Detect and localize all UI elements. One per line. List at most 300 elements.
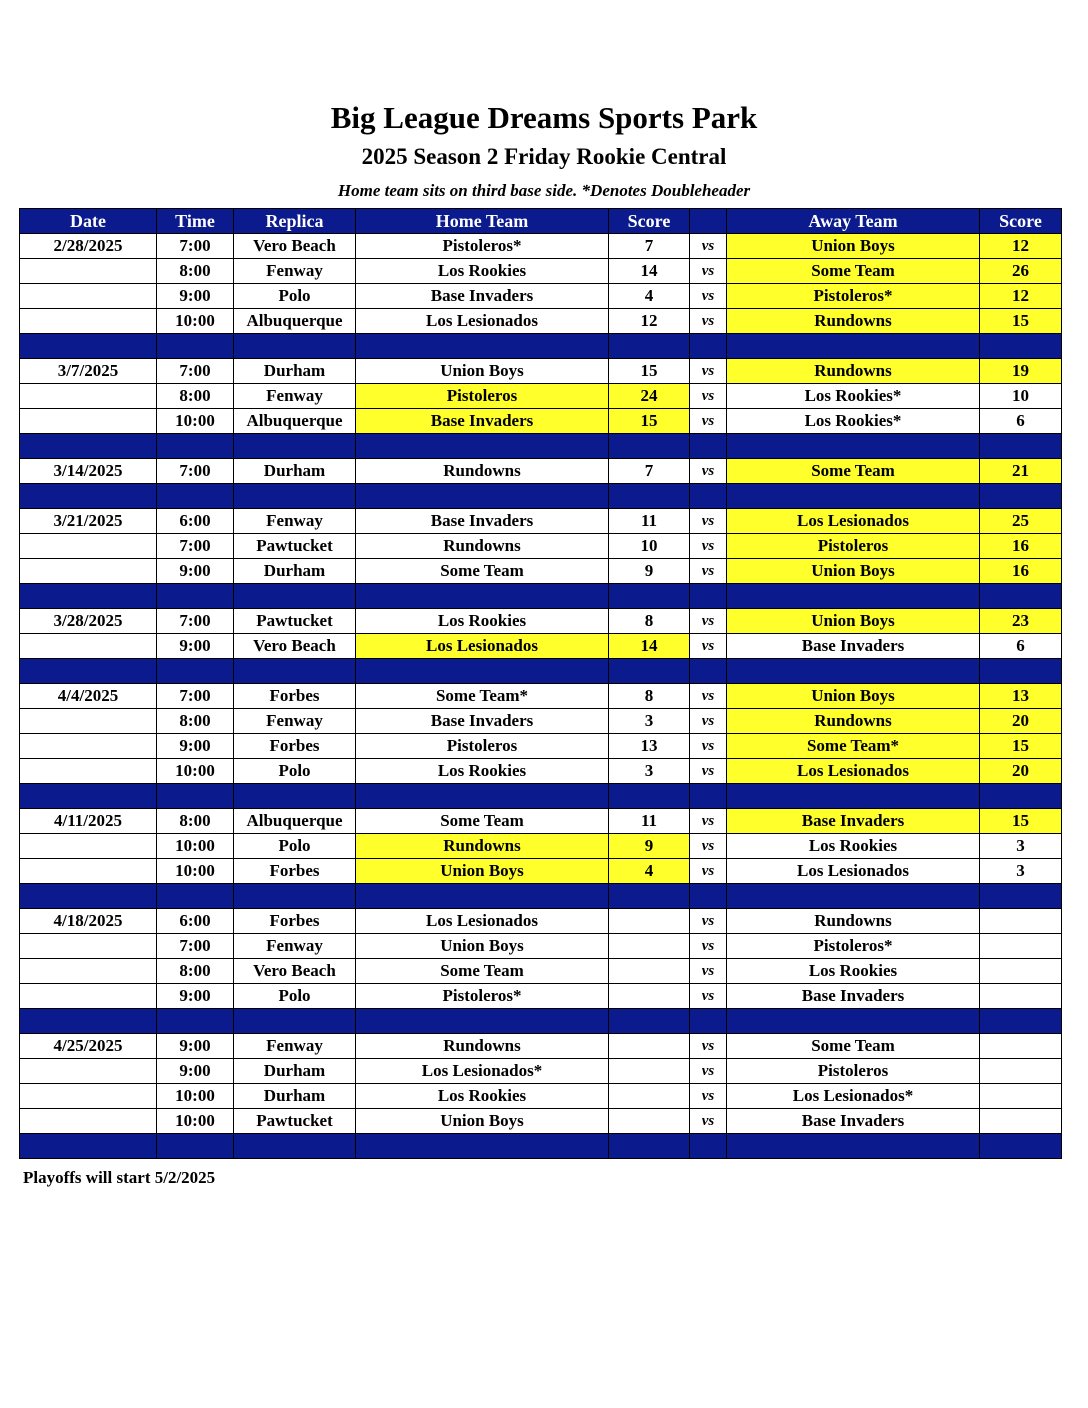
separator-cell bbox=[356, 659, 609, 684]
vs-cell: vs bbox=[690, 1034, 727, 1059]
home-score-cell: 7 bbox=[609, 234, 690, 259]
separator-cell bbox=[609, 434, 690, 459]
separator-cell bbox=[690, 1009, 727, 1034]
separator-cell bbox=[690, 884, 727, 909]
vs-cell: vs bbox=[690, 859, 727, 884]
separator-cell bbox=[690, 1134, 727, 1159]
table-row bbox=[20, 1034, 1062, 1059]
separator-cell bbox=[356, 784, 609, 809]
separator-cell bbox=[727, 484, 980, 509]
separator-cell bbox=[20, 434, 157, 459]
home-score-cell bbox=[609, 959, 690, 984]
separator-cell bbox=[234, 434, 356, 459]
vs-cell: vs bbox=[690, 234, 727, 259]
replica-cell: Pawtucket bbox=[234, 1109, 356, 1134]
date-cell bbox=[20, 259, 157, 284]
header-away-score: Score bbox=[980, 209, 1062, 234]
time-cell: 10:00 bbox=[157, 1084, 234, 1109]
away-team-cell: Rundowns bbox=[727, 359, 980, 384]
away-score-cell bbox=[980, 1059, 1062, 1084]
home-team-cell: Base Invaders bbox=[356, 709, 609, 734]
page-subtitle: 2025 Season 2 Friday Rookie Central bbox=[361, 144, 727, 169]
date-cell bbox=[20, 959, 157, 984]
header-home-score: Score bbox=[609, 209, 690, 234]
table-row bbox=[20, 709, 1062, 734]
replica-cell: Polo bbox=[234, 284, 356, 309]
vs-cell: vs bbox=[690, 809, 727, 834]
home-team-cell: Los Rookies bbox=[356, 1084, 609, 1109]
table-row bbox=[20, 759, 1062, 784]
home-score-cell: 15 bbox=[609, 359, 690, 384]
separator-cell bbox=[356, 1009, 609, 1034]
vs-cell: vs bbox=[690, 284, 727, 309]
home-score-cell: 7 bbox=[609, 459, 690, 484]
replica-cell: Pawtucket bbox=[234, 534, 356, 559]
away-score-cell bbox=[980, 934, 1062, 959]
home-score-cell bbox=[609, 1109, 690, 1134]
away-score-cell: 21 bbox=[980, 459, 1062, 484]
separator-cell bbox=[157, 1009, 234, 1034]
away-team-cell: Union Boys bbox=[727, 609, 980, 634]
vs-cell: vs bbox=[690, 709, 727, 734]
table-row bbox=[20, 509, 1062, 534]
vs-cell: vs bbox=[690, 1109, 727, 1134]
home-team-cell: Pistoleros bbox=[356, 384, 609, 409]
away-team-cell: Some Team bbox=[727, 259, 980, 284]
home-team-cell: Pistoleros* bbox=[356, 984, 609, 1009]
time-cell: 10:00 bbox=[157, 759, 234, 784]
away-score-cell: 26 bbox=[980, 259, 1062, 284]
home-score-cell: 13 bbox=[609, 734, 690, 759]
separator-cell bbox=[690, 434, 727, 459]
separator-cell bbox=[609, 1009, 690, 1034]
away-score-cell: 20 bbox=[980, 709, 1062, 734]
header-vs bbox=[690, 209, 727, 234]
vs-cell: vs bbox=[690, 984, 727, 1009]
vs-cell: vs bbox=[690, 734, 727, 759]
date-cell: 4/25/2025 bbox=[20, 1034, 157, 1059]
separator-cell bbox=[356, 334, 609, 359]
replica-cell: Fenway bbox=[234, 1034, 356, 1059]
away-team-cell: Some Team bbox=[727, 459, 980, 484]
vs-cell: vs bbox=[690, 959, 727, 984]
away-score-cell bbox=[980, 959, 1062, 984]
replica-cell: Durham bbox=[234, 459, 356, 484]
home-score-cell: 14 bbox=[609, 634, 690, 659]
home-score-cell: 11 bbox=[609, 809, 690, 834]
separator-cell bbox=[234, 784, 356, 809]
separator-cell bbox=[980, 334, 1062, 359]
replica-cell: Vero Beach bbox=[234, 634, 356, 659]
date-cell: 3/14/2025 bbox=[20, 459, 157, 484]
time-cell: 9:00 bbox=[157, 984, 234, 1009]
separator-cell bbox=[727, 334, 980, 359]
separator-cell bbox=[157, 659, 234, 684]
home-team-cell: Some Team* bbox=[356, 684, 609, 709]
replica-cell: Albuquerque bbox=[234, 809, 356, 834]
away-team-cell: Base Invaders bbox=[727, 634, 980, 659]
away-score-cell: 15 bbox=[980, 809, 1062, 834]
away-score-cell: 10 bbox=[980, 384, 1062, 409]
time-cell: 7:00 bbox=[157, 934, 234, 959]
header-time: Time bbox=[157, 209, 234, 234]
time-cell: 9:00 bbox=[157, 1059, 234, 1084]
schedule-note: Home team sits on third base side. *Denotes Doubleheader bbox=[337, 181, 751, 200]
page-title: Big League Dreams Sports Park bbox=[330, 100, 758, 135]
home-team-cell: Los Rookies bbox=[356, 259, 609, 284]
replica-cell: Forbes bbox=[234, 684, 356, 709]
home-score-cell bbox=[609, 984, 690, 1009]
header-home-team: Home Team bbox=[356, 209, 609, 234]
home-score-cell: 3 bbox=[609, 759, 690, 784]
home-score-cell: 12 bbox=[609, 309, 690, 334]
separator-cell bbox=[356, 1134, 609, 1159]
date-cell: 3/21/2025 bbox=[20, 509, 157, 534]
header-replica: Replica bbox=[234, 209, 356, 234]
replica-cell: Durham bbox=[234, 359, 356, 384]
away-score-cell bbox=[980, 1084, 1062, 1109]
time-cell: 10:00 bbox=[157, 859, 234, 884]
replica-cell: Forbes bbox=[234, 734, 356, 759]
table-row bbox=[20, 634, 1062, 659]
table-row bbox=[20, 684, 1062, 709]
replica-cell: Polo bbox=[234, 984, 356, 1009]
home-team-cell: Los Rookies bbox=[356, 609, 609, 634]
time-cell: 7:00 bbox=[157, 534, 234, 559]
away-team-cell: Base Invaders bbox=[727, 984, 980, 1009]
separator-cell bbox=[234, 659, 356, 684]
separator-cell bbox=[727, 1134, 980, 1159]
table-row bbox=[20, 534, 1062, 559]
date-cell bbox=[20, 559, 157, 584]
away-team-cell: Base Invaders bbox=[727, 809, 980, 834]
time-cell: 7:00 bbox=[157, 234, 234, 259]
separator-cell bbox=[234, 1009, 356, 1034]
time-cell: 9:00 bbox=[157, 1034, 234, 1059]
separator-cell bbox=[609, 1134, 690, 1159]
date-cell: 4/11/2025 bbox=[20, 809, 157, 834]
separator-cell bbox=[980, 584, 1062, 609]
separator-cell bbox=[690, 584, 727, 609]
table-row bbox=[20, 309, 1062, 334]
separator-row bbox=[20, 1009, 1062, 1034]
away-score-cell: 12 bbox=[980, 234, 1062, 259]
away-team-cell: Rundowns bbox=[727, 709, 980, 734]
separator-cell bbox=[980, 484, 1062, 509]
away-score-cell: 13 bbox=[980, 684, 1062, 709]
separator-row bbox=[20, 584, 1062, 609]
away-team-cell: Rundowns bbox=[727, 309, 980, 334]
separator-cell bbox=[727, 884, 980, 909]
separator-cell bbox=[157, 584, 234, 609]
home-score-cell: 8 bbox=[609, 684, 690, 709]
away-team-cell: Los Rookies* bbox=[727, 409, 980, 434]
home-team-cell: Rundowns bbox=[356, 459, 609, 484]
date-cell bbox=[20, 984, 157, 1009]
away-score-cell: 20 bbox=[980, 759, 1062, 784]
vs-cell: vs bbox=[690, 609, 727, 634]
separator-cell bbox=[157, 484, 234, 509]
away-team-cell: Los Lesionados* bbox=[727, 1084, 980, 1109]
away-team-cell: Union Boys bbox=[727, 684, 980, 709]
away-score-cell: 3 bbox=[980, 859, 1062, 884]
separator-cell bbox=[234, 584, 356, 609]
home-team-cell: Union Boys bbox=[356, 934, 609, 959]
home-team-cell: Union Boys bbox=[356, 859, 609, 884]
replica-cell: Vero Beach bbox=[234, 234, 356, 259]
replica-cell: Fenway bbox=[234, 709, 356, 734]
vs-cell: vs bbox=[690, 909, 727, 934]
separator-cell bbox=[20, 584, 157, 609]
vs-cell: vs bbox=[690, 934, 727, 959]
separator-cell bbox=[609, 884, 690, 909]
separator-cell bbox=[690, 659, 727, 684]
date-cell bbox=[20, 934, 157, 959]
separator-cell bbox=[157, 884, 234, 909]
away-team-cell: Pistoleros* bbox=[727, 284, 980, 309]
separator-row bbox=[20, 784, 1062, 809]
home-score-cell bbox=[609, 1059, 690, 1084]
time-cell: 9:00 bbox=[157, 634, 234, 659]
table-row bbox=[20, 834, 1062, 859]
away-score-cell bbox=[980, 1034, 1062, 1059]
table-header-row bbox=[20, 209, 1062, 234]
separator-cell bbox=[727, 1009, 980, 1034]
vs-cell: vs bbox=[690, 834, 727, 859]
away-team-cell: Pistoleros bbox=[727, 1059, 980, 1084]
home-team-cell: Union Boys bbox=[356, 1109, 609, 1134]
replica-cell: Fenway bbox=[234, 259, 356, 284]
table-row bbox=[20, 1059, 1062, 1084]
replica-cell: Fenway bbox=[234, 934, 356, 959]
separator-cell bbox=[234, 1134, 356, 1159]
replica-cell: Albuquerque bbox=[234, 409, 356, 434]
away-team-cell: Los Rookies* bbox=[727, 384, 980, 409]
separator-cell bbox=[234, 884, 356, 909]
date-cell bbox=[20, 384, 157, 409]
replica-cell: Vero Beach bbox=[234, 959, 356, 984]
home-score-cell: 14 bbox=[609, 259, 690, 284]
time-cell: 10:00 bbox=[157, 409, 234, 434]
separator-cell bbox=[20, 484, 157, 509]
table-row bbox=[20, 359, 1062, 384]
table-row bbox=[20, 984, 1062, 1009]
home-score-cell: 24 bbox=[609, 384, 690, 409]
home-score-cell bbox=[609, 1034, 690, 1059]
separator-cell bbox=[234, 334, 356, 359]
separator-cell bbox=[20, 1134, 157, 1159]
time-cell: 8:00 bbox=[157, 384, 234, 409]
vs-cell: vs bbox=[690, 384, 727, 409]
vs-cell: vs bbox=[690, 1059, 727, 1084]
table-row bbox=[20, 259, 1062, 284]
separator-cell bbox=[980, 784, 1062, 809]
time-cell: 8:00 bbox=[157, 959, 234, 984]
date-cell: 3/7/2025 bbox=[20, 359, 157, 384]
away-team-cell: Los Rookies bbox=[727, 834, 980, 859]
separator-cell bbox=[20, 784, 157, 809]
away-team-cell: Union Boys bbox=[727, 559, 980, 584]
separator-cell bbox=[356, 884, 609, 909]
separator-cell bbox=[234, 484, 356, 509]
vs-cell: vs bbox=[690, 559, 727, 584]
home-team-cell: Los Rookies bbox=[356, 759, 609, 784]
separator-cell bbox=[157, 784, 234, 809]
home-score-cell: 4 bbox=[609, 859, 690, 884]
away-team-cell: Los Lesionados bbox=[727, 759, 980, 784]
home-score-cell: 4 bbox=[609, 284, 690, 309]
table-row bbox=[20, 234, 1062, 259]
table-row bbox=[20, 284, 1062, 309]
separator-cell bbox=[690, 484, 727, 509]
table-row bbox=[20, 459, 1062, 484]
separator-cell bbox=[980, 659, 1062, 684]
time-cell: 6:00 bbox=[157, 909, 234, 934]
home-score-cell: 9 bbox=[609, 834, 690, 859]
separator-cell bbox=[609, 584, 690, 609]
separator-cell bbox=[20, 1009, 157, 1034]
time-cell: 10:00 bbox=[157, 309, 234, 334]
replica-cell: Forbes bbox=[234, 909, 356, 934]
away-team-cell: Pistoleros bbox=[727, 534, 980, 559]
away-score-cell: 16 bbox=[980, 534, 1062, 559]
date-cell bbox=[20, 734, 157, 759]
time-cell: 9:00 bbox=[157, 559, 234, 584]
separator-row bbox=[20, 659, 1062, 684]
date-cell: 4/18/2025 bbox=[20, 909, 157, 934]
replica-cell: Durham bbox=[234, 1084, 356, 1109]
home-score-cell bbox=[609, 1084, 690, 1109]
separator-cell bbox=[157, 1134, 234, 1159]
playoffs-note: Playoffs will start 5/2/2025 bbox=[23, 1168, 216, 1187]
date-cell bbox=[20, 1059, 157, 1084]
separator-cell bbox=[727, 784, 980, 809]
separator-cell bbox=[356, 484, 609, 509]
away-team-cell: Rundowns bbox=[727, 909, 980, 934]
separator-cell bbox=[609, 784, 690, 809]
separator-cell bbox=[980, 434, 1062, 459]
time-cell: 10:00 bbox=[157, 834, 234, 859]
separator-row bbox=[20, 334, 1062, 359]
table-row bbox=[20, 384, 1062, 409]
replica-cell: Polo bbox=[234, 759, 356, 784]
vs-cell: vs bbox=[690, 509, 727, 534]
date-cell bbox=[20, 284, 157, 309]
home-team-cell: Rundowns bbox=[356, 1034, 609, 1059]
home-team-cell: Base Invaders bbox=[356, 284, 609, 309]
away-score-cell: 12 bbox=[980, 284, 1062, 309]
table-row bbox=[20, 934, 1062, 959]
replica-cell: Pawtucket bbox=[234, 609, 356, 634]
away-team-cell: Some Team* bbox=[727, 734, 980, 759]
away-score-cell: 23 bbox=[980, 609, 1062, 634]
away-team-cell: Los Lesionados bbox=[727, 509, 980, 534]
vs-cell: vs bbox=[690, 534, 727, 559]
time-cell: 9:00 bbox=[157, 734, 234, 759]
date-cell bbox=[20, 634, 157, 659]
table-row bbox=[20, 734, 1062, 759]
separator-row bbox=[20, 434, 1062, 459]
home-score-cell: 11 bbox=[609, 509, 690, 534]
home-team-cell: Some Team bbox=[356, 559, 609, 584]
time-cell: 7:00 bbox=[157, 459, 234, 484]
away-score-cell: 16 bbox=[980, 559, 1062, 584]
separator-row bbox=[20, 884, 1062, 909]
table-row bbox=[20, 1084, 1062, 1109]
date-cell bbox=[20, 309, 157, 334]
home-team-cell: Union Boys bbox=[356, 359, 609, 384]
header-date: Date bbox=[20, 209, 157, 234]
date-cell bbox=[20, 709, 157, 734]
date-cell bbox=[20, 534, 157, 559]
time-cell: 10:00 bbox=[157, 1109, 234, 1134]
separator-cell bbox=[356, 434, 609, 459]
away-team-cell: Base Invaders bbox=[727, 1109, 980, 1134]
away-score-cell bbox=[980, 984, 1062, 1009]
replica-cell: Fenway bbox=[234, 384, 356, 409]
vs-cell: vs bbox=[690, 259, 727, 284]
vs-cell: vs bbox=[690, 459, 727, 484]
replica-cell: Fenway bbox=[234, 509, 356, 534]
date-cell bbox=[20, 834, 157, 859]
home-team-cell: Rundowns bbox=[356, 534, 609, 559]
home-team-cell: Some Team bbox=[356, 809, 609, 834]
vs-cell: vs bbox=[690, 1084, 727, 1109]
away-team-cell: Los Lesionados bbox=[727, 859, 980, 884]
table-row bbox=[20, 859, 1062, 884]
separator-cell bbox=[727, 584, 980, 609]
separator-cell bbox=[20, 884, 157, 909]
separator-cell bbox=[690, 334, 727, 359]
home-score-cell bbox=[609, 909, 690, 934]
vs-cell: vs bbox=[690, 309, 727, 334]
separator-cell bbox=[690, 784, 727, 809]
home-score-cell: 15 bbox=[609, 409, 690, 434]
home-score-cell: 9 bbox=[609, 559, 690, 584]
separator-cell bbox=[609, 484, 690, 509]
separator-cell bbox=[20, 334, 157, 359]
date-cell: 4/4/2025 bbox=[20, 684, 157, 709]
time-cell: 6:00 bbox=[157, 509, 234, 534]
time-cell: 8:00 bbox=[157, 259, 234, 284]
schedule-table bbox=[19, 208, 1062, 1159]
away-score-cell: 6 bbox=[980, 634, 1062, 659]
date-cell bbox=[20, 759, 157, 784]
table-row bbox=[20, 609, 1062, 634]
home-score-cell bbox=[609, 934, 690, 959]
separator-cell bbox=[20, 659, 157, 684]
away-score-cell: 6 bbox=[980, 409, 1062, 434]
away-score-cell: 15 bbox=[980, 309, 1062, 334]
separator-row bbox=[20, 484, 1062, 509]
separator-cell bbox=[980, 884, 1062, 909]
vs-cell: vs bbox=[690, 684, 727, 709]
vs-cell: vs bbox=[690, 759, 727, 784]
date-cell: 2/28/2025 bbox=[20, 234, 157, 259]
separator-cell bbox=[157, 434, 234, 459]
away-team-cell: Pistoleros* bbox=[727, 934, 980, 959]
away-score-cell: 3 bbox=[980, 834, 1062, 859]
away-score-cell: 15 bbox=[980, 734, 1062, 759]
away-team-cell: Union Boys bbox=[727, 234, 980, 259]
time-cell: 9:00 bbox=[157, 284, 234, 309]
home-team-cell: Rundowns bbox=[356, 834, 609, 859]
table-row bbox=[20, 959, 1062, 984]
home-team-cell: Pistoleros* bbox=[356, 234, 609, 259]
away-score-cell bbox=[980, 909, 1062, 934]
time-cell: 8:00 bbox=[157, 709, 234, 734]
away-score-cell: 25 bbox=[980, 509, 1062, 534]
